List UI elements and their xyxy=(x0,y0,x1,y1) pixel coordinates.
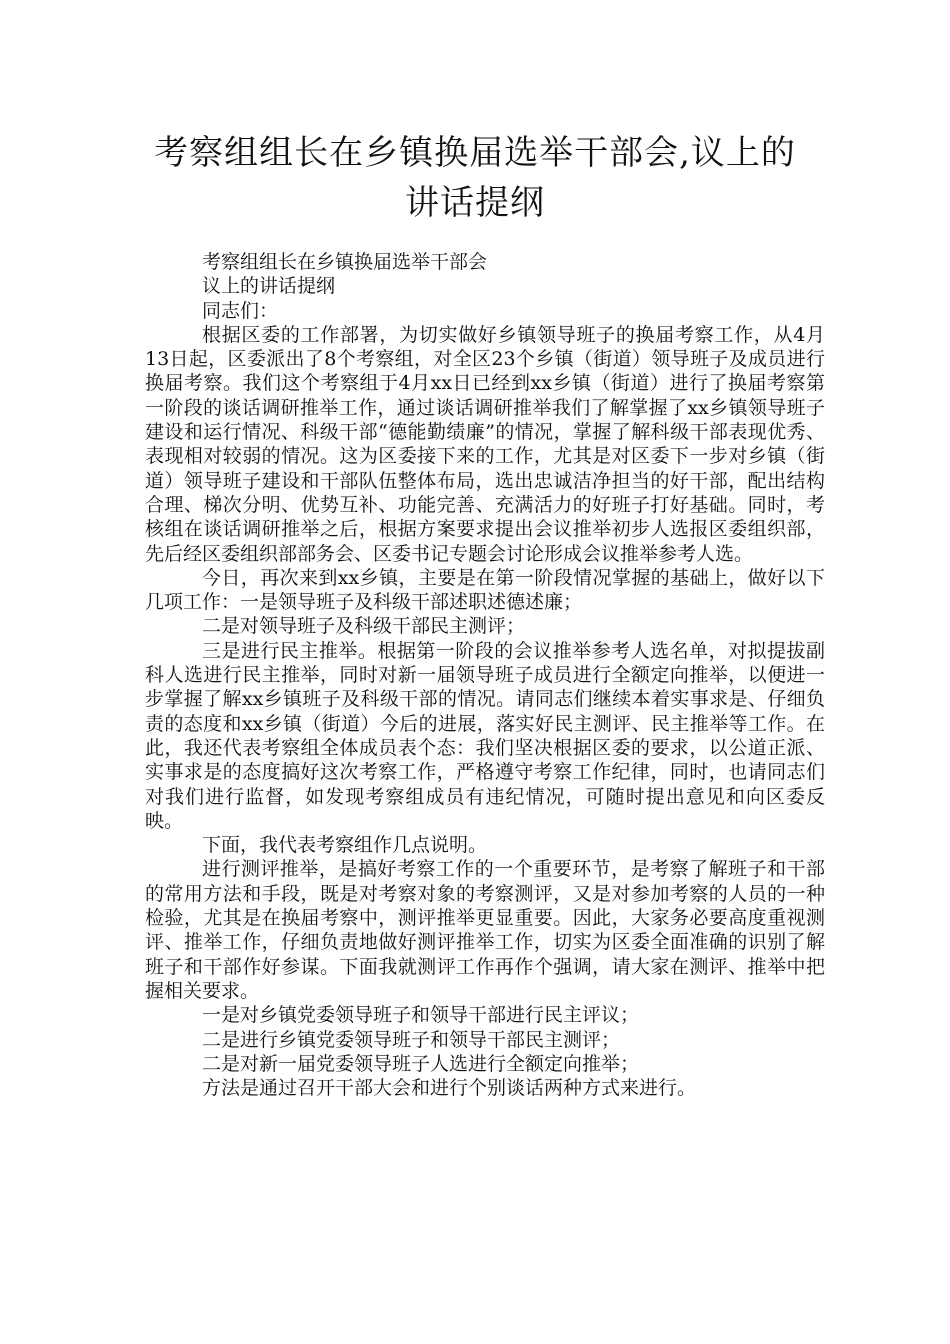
paragraph-background: 根据区委的工作部署，为切实做好乡镇领导班子的换届考察工作，从4月13日起，区委派出了8个考察组，对全区23个乡镇（街道）领导班子及成员进行换届考察。我们这个考察组于4月xx日已经到xx乡镇（街道）进行了换届考察第一阶段的谈话调研推举工作，通过谈话调研推举我们了解掌握了xx乡镇领导班子建设和运行情况、科级干部“德能勤绩廉”的情况，掌握了解科级干部表现优秀、表现相对较弱的情况。这为区委接下来的工作，尤其是对区委下一步对乡镇（街道）领导班子建设和干部队伍整体布局，选出忠诚洁净担当的好干部，配出结构合理、梯次分明、优势互补、功能完善、充满活力的好班子打好基础。同时，考核组在谈话调研推举之后，根据方案要求提出会议推举初步人选报区委组织部，先后经区委组织部部务会、区委书记专题会讨论形成会议推举参考人选。 xyxy=(145,323,825,565)
title-line-1: 考察组组长在乡镇换届选举干部会,议上的 xyxy=(154,133,796,173)
paragraph-today: 今日，再次来到xx乡镇，主要是在第一阶段情况掌握的基础上，做好以下几项工作：一是领导班子及科级干部述职述德述廉； xyxy=(145,566,825,614)
paragraph-evaluation: 进行测评推举，是搞好考察工作的一个重要环节，是考察了解班子和干部的常用方法和手段，既是对考察对象的考察测评，又是对参加考察的人员的一种检验，尤其是在换届考察中，测评推举更显重要。因此，大家务必要高度重视测评、推举工作，仔细负责地做好测评推举工作，切实为区委全面准确的识别了解班子和干部作好参谋。下面我就测评工作再作个强调，请大家在测评、推举中把握相关要求。 xyxy=(145,858,825,1002)
document-body xyxy=(145,250,825,1100)
paragraph-item-three: 三是进行民主推举。根据第一阶段的会议推举参考人选名单，对拟提拔副科人选进行民主推举，同时对新一届领导班子成员进行全额定向推举，以便进一步掌握了解xx乡镇班子及科级干部的情况。请同志们继续本着实事求是、仔细负责的态度和xx乡镇（街道）今后的进展，落实好民主测评、民主推举等工作。在此，我还代表考察组全体成员表个态：我们坚决根据区委的要求，以公道正派、实事求是的态度搞好这次考察工作，严格遵守考察工作纪律，同时，也请同志们对我们进行监督，如发现考察组成员有违纪情况，可随时提出意见和向区委反映。 xyxy=(145,639,825,832)
subtitle-line-2: 议上的讲话提纲 xyxy=(202,275,336,298)
paragraph-explanation-intro: 下面，我代表考察组作几点说明。 xyxy=(202,834,488,857)
list-item-three: 二是对新一届党委领导班子人选进行全额定向推举； xyxy=(202,1052,640,1075)
document-title xyxy=(100,128,850,228)
list-item-one: 一是对乡镇党委领导班子和领导干部进行民主评议； xyxy=(202,1004,640,1027)
title-line-2: 讲话提纲 xyxy=(405,183,545,223)
list-item-two: 二是进行乡镇党委领导班子和领导干部民主测评； xyxy=(202,1028,621,1051)
salutation: 同志们： xyxy=(202,299,279,322)
subtitle-line-1: 考察组组长在乡镇换届选举干部会 xyxy=(202,251,488,273)
paragraph-method: 方法是通过召开干部大会和进行个别谈话两种方式来进行。 xyxy=(202,1077,697,1100)
paragraph-item-two: 二是对领导班子及科级干部民主测评； xyxy=(202,615,526,638)
